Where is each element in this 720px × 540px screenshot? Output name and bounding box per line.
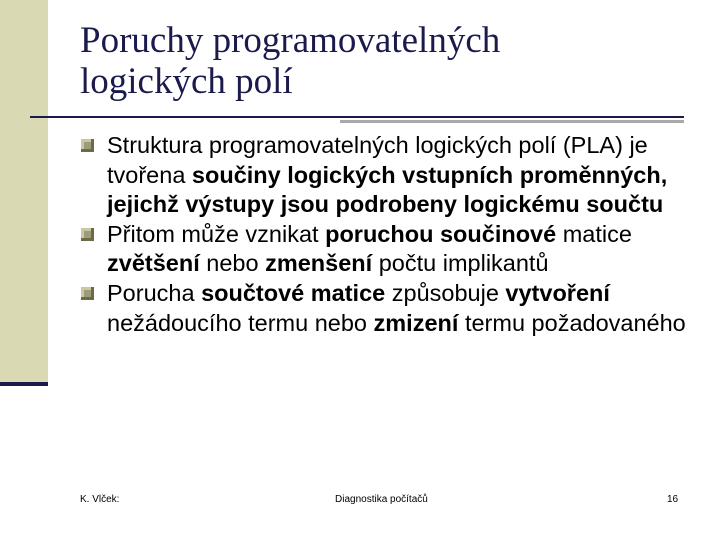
text-segment: způsobuje xyxy=(385,279,506,306)
bullet-text xyxy=(107,132,667,217)
text-segment: Přitom může vznikat xyxy=(107,220,326,247)
bullet-list xyxy=(80,131,700,338)
text-segment: termu požadovaného xyxy=(458,309,686,336)
bullet-text xyxy=(107,221,632,277)
side-band xyxy=(0,0,48,382)
square-bullet-icon xyxy=(81,139,94,152)
square-bullet-icon xyxy=(81,287,94,300)
text-segment: nežádoucího termu nebo xyxy=(107,309,374,336)
text-segment-bold: součtové matice xyxy=(201,279,386,306)
title-rule-accent xyxy=(340,120,684,123)
side-underline xyxy=(0,382,48,386)
text-segment-bold: zvětšení xyxy=(107,250,200,277)
slide-title xyxy=(80,20,700,103)
text-segment-bold: zmizení xyxy=(373,309,459,336)
text-segment: nebo xyxy=(199,250,266,277)
bullet-text xyxy=(107,280,686,336)
text-segment: matice xyxy=(556,220,632,247)
title-line-1: Poruchy programovatelných xyxy=(80,20,501,61)
footer-page-number: 16 xyxy=(667,494,679,505)
bullet-item-2 xyxy=(80,220,700,279)
footer-course: Diagnostika počítačů xyxy=(335,494,428,505)
bullet-item-3 xyxy=(80,279,700,338)
title-rule xyxy=(30,116,684,118)
footer-author: K. Vlček: xyxy=(80,494,120,505)
text-segment: Porucha xyxy=(107,279,202,306)
text-segment-bold: vytvoření xyxy=(505,279,610,306)
text-segment-bold: součiny logických vstupních proměnných, jejichž výstupy jsou podrobeny logickému součtu xyxy=(107,161,668,218)
square-bullet-icon xyxy=(81,228,94,241)
text-segment-bold: poruchou součinové xyxy=(325,220,557,247)
bullet-item-1 xyxy=(80,131,700,220)
text-segment: Struktura programovatelných logických polí (PLA) je tvořena xyxy=(107,132,648,188)
text-segment-bold: zmenšení xyxy=(265,250,373,277)
title-line-2: logických polí xyxy=(80,61,293,103)
text-segment: počtu implikantů xyxy=(372,250,549,277)
